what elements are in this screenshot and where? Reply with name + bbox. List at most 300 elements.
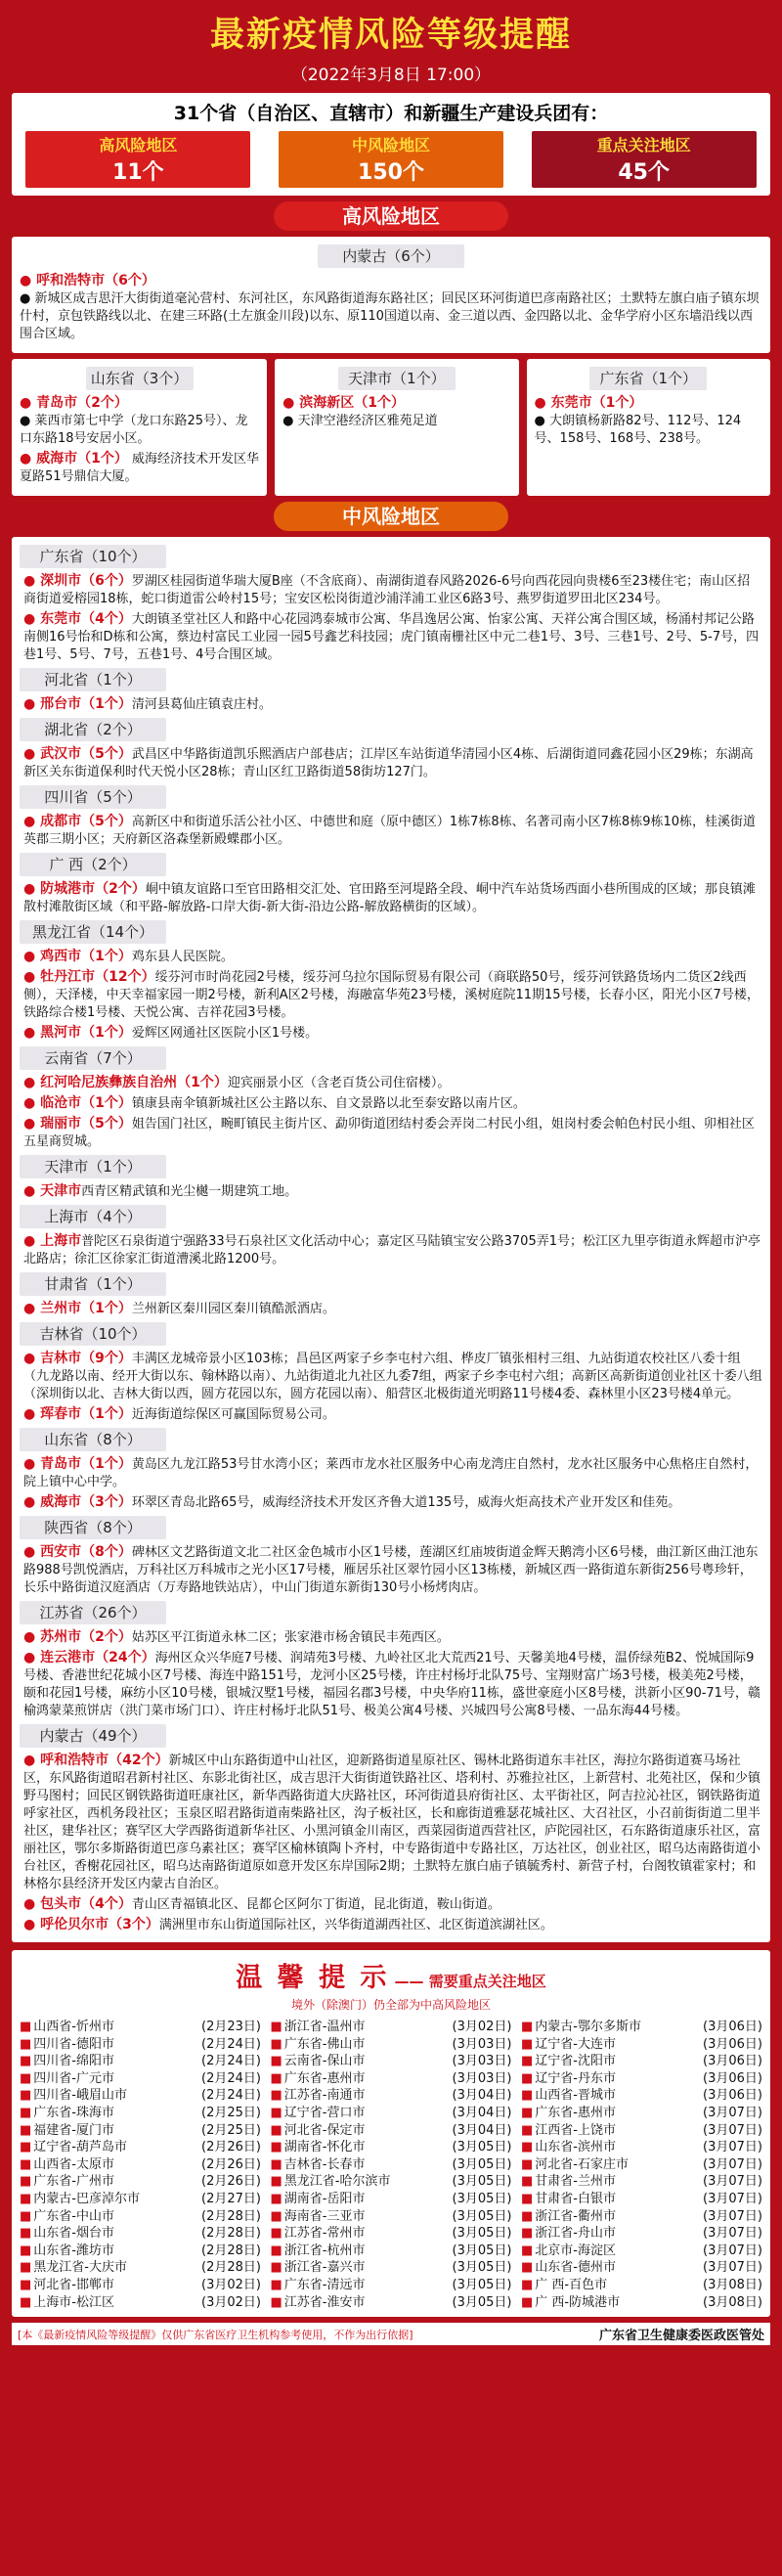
city-count: （6个） bbox=[81, 573, 132, 589]
bullet-icon: ● bbox=[23, 1650, 41, 1666]
tip-region: 湖南省-怀化市 bbox=[283, 2140, 366, 2155]
area-text: 姑苏区平江街道永林二区；张家港市杨舍镇民丰苑西区。 bbox=[131, 1630, 450, 1645]
tip-item bbox=[20, 2173, 261, 2191]
stat-label: 重点关注地区 bbox=[596, 136, 691, 155]
tip-region: 山东省-烟台市 bbox=[33, 2226, 114, 2242]
tip-date: (3月03日) bbox=[452, 2054, 512, 2069]
area-text: 环翠区青岛北路65号，威海经济技术开发区齐鲁大道135号，威海火炬高技术产业开发区和佳苑。 bbox=[131, 1495, 681, 1510]
header bbox=[12, 14, 770, 85]
bullet-icon: ■ bbox=[521, 2277, 534, 2292]
city-name: 红河哈尼族彝族自治州 bbox=[40, 1075, 178, 1090]
bullet-icon: ■ bbox=[270, 2208, 282, 2224]
city-count: （42个） bbox=[109, 1753, 169, 1768]
stat-mid-risk bbox=[279, 131, 503, 188]
bullet-icon: ■ bbox=[521, 2070, 534, 2086]
tip-date: (3月05日) bbox=[452, 2277, 512, 2292]
tip-left bbox=[20, 2259, 127, 2277]
summary-text: 31个省（自治区、直辖市）和新疆生产建设兵团有： bbox=[173, 103, 609, 124]
tip-region: 广东省-佛山市 bbox=[283, 2036, 366, 2052]
footer-disclaimer: [本《最新疫情风险等级提醒》仅供广东省医疗卫生机构参考使用，不作为出行依据] bbox=[18, 2328, 413, 2341]
city-name: 上海市 bbox=[40, 1233, 82, 1249]
tip-region: 江苏省-常州市 bbox=[283, 2226, 366, 2242]
high-province-guangdong bbox=[527, 359, 770, 496]
bullet-icon: ■ bbox=[20, 2226, 32, 2242]
tip-region: 河北省-邯郸市 bbox=[33, 2277, 114, 2292]
bullet-icon: ■ bbox=[521, 2020, 534, 2034]
tip-region: 广东省-惠州市 bbox=[535, 2105, 616, 2120]
bullet-icon: ■ bbox=[270, 2122, 282, 2138]
tip-left bbox=[521, 2243, 616, 2260]
tip-left bbox=[20, 2019, 114, 2036]
tip-region: 辽宁省-大连市 bbox=[535, 2036, 616, 2052]
city-name: 深圳市 bbox=[40, 573, 82, 589]
area-text: 近海街道综保区可赢国际贸易公司。 bbox=[131, 1407, 335, 1422]
tips-column bbox=[20, 2019, 261, 2311]
province-label: 河北省（1个） bbox=[20, 668, 166, 691]
city-name: ● 青岛市（2个） bbox=[20, 395, 128, 411]
bullet-icon: ● bbox=[23, 1456, 41, 1472]
tip-left bbox=[20, 2139, 127, 2156]
province-label: 广 西（2个） bbox=[20, 853, 166, 876]
city-entry bbox=[20, 450, 259, 486]
stat-label: 高风险地区 bbox=[99, 136, 178, 155]
high-province-tianjin bbox=[275, 359, 518, 496]
city-entry bbox=[23, 1024, 762, 1043]
city-count: （1个） bbox=[81, 1301, 132, 1316]
bullet-icon: ● bbox=[23, 1095, 41, 1111]
tip-date: (3月07日) bbox=[703, 2226, 762, 2242]
city-count: （1个） bbox=[81, 949, 132, 964]
tip-region: 浙江省-温州市 bbox=[283, 2020, 366, 2034]
tip-region: 云南省-保山市 bbox=[283, 2054, 366, 2069]
tip-item bbox=[521, 2191, 762, 2208]
tip-item bbox=[20, 2191, 261, 2208]
tip-region: 海南省-三亚市 bbox=[283, 2208, 366, 2224]
tip-left bbox=[271, 2053, 366, 2070]
high-three-columns bbox=[12, 359, 770, 496]
bullet-icon: ■ bbox=[521, 2105, 534, 2120]
bullet-icon: ● bbox=[23, 1896, 41, 1912]
tip-date: (2月23日) bbox=[201, 2020, 261, 2034]
city-name: ● 东莞市（1个） bbox=[534, 395, 643, 411]
province-label: 内蒙古（49个） bbox=[20, 1724, 166, 1748]
bullet-icon: ■ bbox=[270, 2088, 282, 2104]
bullet-icon: ● bbox=[23, 1753, 41, 1768]
city-name: 黑河市 bbox=[40, 1025, 82, 1041]
tip-left bbox=[20, 2036, 114, 2054]
bullet-icon: ■ bbox=[20, 2260, 32, 2276]
tip-left bbox=[521, 2225, 616, 2243]
city-name: 呼和浩特市 bbox=[40, 1753, 109, 1768]
tip-date: (3月05日) bbox=[452, 2226, 512, 2242]
area-text: ● 新城区成吉思汗大街街道毫沁营村、东河社区，东风路街道海东路社区；回民区环河街道巴彦南路社区；土默特左旗白庙子镇东坝什村，京包铁路线以北、在建三环路(土左旗金川段)以东、原110国道以南、金三道以西、金四路以北、金华学府小区东墙沿线以西围合区域。 bbox=[20, 291, 760, 341]
footer bbox=[12, 2323, 770, 2345]
tip-item bbox=[271, 2173, 512, 2191]
tip-date: (2月28日) bbox=[201, 2243, 261, 2258]
bullet-icon: ■ bbox=[20, 2294, 32, 2310]
area-text: 碑林区文艺路街道文北二社区金色城市小区1号楼，莲湖区红庙坡街道金辉天鹅湾小区6号楼，曲江新区曲江池东路988号凯悦酒店，万科社区万科城市之光小区17号楼，雁居乐社区翠竹园小区13栋楼，新城区西一路街道东新街256号粤珍轩，长乐中路街道汉庭酒店（万寿路地铁站店），中山门街道东新街130号小杨烤肉店。 bbox=[23, 1545, 759, 1595]
bullet-icon: ■ bbox=[270, 2105, 282, 2120]
tips-title: 温 馨 提 示 bbox=[236, 1963, 390, 1993]
bullet-icon: ● bbox=[23, 1544, 41, 1560]
tip-left bbox=[521, 2122, 616, 2140]
bullet-icon: ■ bbox=[20, 2020, 32, 2034]
mid-risk-list bbox=[12, 537, 770, 1942]
tip-date: (2月26日) bbox=[201, 2140, 261, 2155]
tip-item bbox=[521, 2105, 762, 2122]
city-entry bbox=[23, 745, 762, 781]
bullet-icon: ● bbox=[23, 1233, 41, 1249]
tip-date: (3月06日) bbox=[703, 2020, 762, 2034]
city-count: （1个） bbox=[81, 1095, 132, 1111]
tip-left bbox=[271, 2070, 366, 2088]
tip-region: 浙江省-衢州市 bbox=[535, 2208, 616, 2224]
city-entry bbox=[23, 968, 762, 1022]
city-entry bbox=[23, 1232, 762, 1268]
tip-region: 湖南省-岳阳市 bbox=[283, 2191, 366, 2206]
province-label: 黑龙江省（14个） bbox=[20, 920, 166, 944]
tip-left bbox=[20, 2070, 114, 2088]
tip-item bbox=[20, 2277, 261, 2294]
tip-date: (3月05日) bbox=[452, 2156, 512, 2172]
tip-item bbox=[271, 2208, 512, 2226]
tips-grid bbox=[20, 2019, 762, 2311]
tip-region: 内蒙古-鄂尔多斯市 bbox=[535, 2020, 641, 2034]
province-label: 甘肃省（1个） bbox=[20, 1272, 166, 1296]
bullet-icon: ■ bbox=[270, 2140, 282, 2155]
city-name: 瑞丽市 bbox=[40, 1116, 82, 1132]
stat-value: 11个 bbox=[112, 160, 164, 185]
bullet-icon: ■ bbox=[20, 2140, 32, 2155]
bullet-icon: ■ bbox=[521, 2243, 534, 2258]
footer-org: 广东省卫生健康委医政医管处 bbox=[598, 2329, 764, 2344]
tip-date: (3月07日) bbox=[703, 2140, 762, 2155]
tip-date: (2月26日) bbox=[201, 2174, 261, 2190]
city-name: 防城港市 bbox=[40, 881, 96, 897]
bullet-icon: ■ bbox=[521, 2140, 534, 2155]
tip-left bbox=[271, 2122, 366, 2140]
area-text: 丰满区龙城帝景小区103栋；昌邑区两家子乡李屯村六组、桦皮厂镇张相村三组、九站街道农校社区八委十组（九龙路以南、经开大街以东、翰林路以南）、九站街道北九社区九委7组，两家子乡李屯村六组；高新区高新街道创业社区十委八组（深圳街以北、吉林大街以西，圆方花园以东，圆方花园以南）、船营区北极街道光明路11号楼4委、森林里小区23号楼4单元。 bbox=[23, 1352, 762, 1401]
area-text: ● 莱西市第七中学（龙口东路25号）、龙口东路18号安居小区。 bbox=[20, 414, 248, 446]
tip-region: 河北省-石家庄市 bbox=[535, 2156, 629, 2172]
stat-value: 45个 bbox=[618, 160, 670, 185]
tip-date: (3月08日) bbox=[703, 2294, 762, 2310]
city-entry bbox=[23, 1493, 762, 1512]
tip-item bbox=[20, 2070, 261, 2088]
tips-column bbox=[271, 2019, 512, 2311]
tip-item bbox=[521, 2156, 762, 2174]
tip-region: 辽宁省-葫芦岛市 bbox=[33, 2140, 127, 2155]
area-text: 武昌区中华路街道凯乐熙酒店户部巷店；江岸区车站街道华清园小区4栋、后湖街道同鑫花园小区29栋；东湖高新区关东街道保利时代天悦小区28栋；青山区红卫路街道58街坊127门。 bbox=[23, 747, 754, 779]
stat-high-risk bbox=[25, 131, 250, 188]
city-count: （4个） bbox=[81, 611, 132, 627]
area-text: 姐告国门社区，畹町镇民主街片区、勐卯街道团结村委会弄岗二村民小组，姐岗村委会帕色村民小组、卯相社区五星商贸城。 bbox=[23, 1117, 755, 1149]
tip-left bbox=[271, 2277, 366, 2294]
city-entry bbox=[23, 1115, 762, 1151]
city-name: 威海市 bbox=[40, 1494, 82, 1510]
tip-date: (3月02日) bbox=[201, 2277, 261, 2292]
tip-region: 吉林省-长春市 bbox=[283, 2156, 366, 2172]
city-name: 呼伦贝尔市 bbox=[40, 1917, 109, 1932]
tips-subtitle: —— 需要重点关注地区 bbox=[394, 1973, 546, 1990]
tip-date: (3月05日) bbox=[452, 2243, 512, 2258]
tip-left bbox=[271, 2139, 366, 2156]
province-label: 四川省（5个） bbox=[20, 785, 166, 809]
tip-region: 江西省-上饶市 bbox=[535, 2122, 616, 2138]
city-entry bbox=[23, 880, 762, 916]
bullet-icon: ■ bbox=[270, 2036, 282, 2052]
bullet-icon: ■ bbox=[20, 2036, 32, 2052]
area-text: 新城区中山东路街道中山社区，迎新路街道星原社区、锡林北路街道东丰社区，海拉尔路街道赛马场社区，东风路街道昭君新村社区、东影北街社区，成吉思汗大街街道铁路社区、塔利村、苏雅拉社区，上新营村、北苑社区，保和少镇野马图村；回民区钢铁路街道旺康社区，新华西路街道大庆路社区，环河街道县府街社区、太平街社区，阿吉拉沁社区，钢铁路街道呼家社区，西机务段社区；玉泉区昭君路街道南柴路社区，沟子板社区，长和廊街道雅瑟花城社区、大召社区，小召前街街道二里半社区，建华社区；赛罕区大学西路街道新华社区、小黑河镇金川南区，西菜园街道西营社区，庐陀园社区，石东路街道康乐社区，富丽社区，鄂尔多斯路街道巴彦乌素社区；赛罕区榆林镇陶卜齐村，中专路街道中专路社区，万达社区，创业社区，昭乌达南路街道小台社区，香榭花园社区，昭乌达南路街道原如意开发区东岸国际2期；土默特左旗白庙子镇毓秀村、新营子村，台阁牧镇霍家村；和林格尔县经济开发区内蒙古自治区。 bbox=[23, 1754, 761, 1891]
bullet-icon: ■ bbox=[20, 2191, 32, 2206]
city-name: 吉林市 bbox=[40, 1351, 82, 1366]
bullet-icon: ■ bbox=[270, 2226, 282, 2242]
tip-item bbox=[521, 2173, 762, 2191]
bullet-icon: ■ bbox=[20, 2105, 32, 2120]
tip-region: 山西省-忻州市 bbox=[33, 2020, 114, 2034]
tip-left bbox=[271, 2191, 366, 2208]
bullet-icon: ■ bbox=[521, 2226, 534, 2242]
tip-item bbox=[521, 2122, 762, 2140]
bullet-icon: ■ bbox=[521, 2260, 534, 2276]
bullet-icon: ● bbox=[23, 1917, 41, 1932]
tip-item bbox=[20, 2294, 261, 2312]
province-label: 广东省（1个） bbox=[589, 367, 707, 390]
tip-date: (3月05日) bbox=[452, 2260, 512, 2276]
bullet-icon: ● bbox=[23, 969, 41, 985]
area-text: 清河县葛仙庄镇袁庄村。 bbox=[131, 697, 272, 712]
bullet-icon: ● bbox=[23, 814, 41, 829]
city-entry bbox=[23, 1895, 762, 1914]
province-label: 广东省（10个） bbox=[20, 545, 166, 568]
city-entry bbox=[23, 1916, 762, 1934]
tip-region: 浙江省-嘉兴市 bbox=[283, 2260, 366, 2276]
tip-region: 辽宁省-营口市 bbox=[283, 2105, 366, 2120]
tip-item bbox=[20, 2259, 261, 2277]
city-name: 连云港市 bbox=[40, 1650, 96, 1666]
area-text: 镇康县南伞镇新城社区公主路以东、自文景路以北至泰安路以南片区。 bbox=[131, 1096, 526, 1111]
tip-region: 浙江省-杭州市 bbox=[283, 2243, 366, 2258]
tip-item bbox=[271, 2243, 512, 2260]
city-count: （2个） bbox=[81, 1629, 132, 1645]
tip-item bbox=[271, 2019, 512, 2036]
tip-item bbox=[521, 2225, 762, 2243]
tip-left bbox=[271, 2294, 366, 2312]
tip-item bbox=[271, 2277, 512, 2294]
city-name: 邢台市 bbox=[40, 696, 82, 712]
province-label: 湖北省（2个） bbox=[20, 718, 166, 741]
province-label: 天津市（1个） bbox=[338, 367, 456, 390]
city-entry bbox=[535, 394, 762, 448]
tip-region: 内蒙古-巴彦淖尔市 bbox=[33, 2191, 140, 2206]
tip-left bbox=[271, 2243, 366, 2260]
area-text: ● 天津空港经济区雅苑足道 bbox=[282, 414, 438, 428]
tip-date: (2月28日) bbox=[201, 2208, 261, 2224]
tip-item bbox=[271, 2087, 512, 2105]
province-label: 吉林省（10个） bbox=[20, 1322, 166, 1346]
tip-item bbox=[521, 2139, 762, 2156]
area-text: 峒中镇友谊路口至官田路相交汇处、官田路至河堤路全段、峒中汽车站货场西面小巷所围成的区域；那良镇滩散村滩散街区域（和平路-解放路-口岸大街-新大街-沿边公路-解放路横街的区域）。 bbox=[23, 882, 756, 914]
bullet-icon: ● bbox=[23, 1075, 41, 1090]
province-label: 内蒙古（6个） bbox=[318, 244, 464, 268]
tip-item bbox=[521, 2243, 762, 2260]
province-label: 云南省（7个） bbox=[20, 1046, 166, 1070]
tip-date: (3月05日) bbox=[452, 2140, 512, 2155]
tips-column bbox=[521, 2019, 762, 2311]
area-text: ● 大朗镇杨新路82号、112号、124号、158号、168号、238号。 bbox=[534, 414, 742, 446]
bullet-icon: ● bbox=[23, 881, 41, 897]
tip-region: 江苏省-南通市 bbox=[283, 2088, 366, 2104]
bullet-icon: ■ bbox=[270, 2020, 282, 2034]
tip-left bbox=[521, 2019, 641, 2036]
tip-region: 辽宁省-沈阳市 bbox=[535, 2054, 616, 2069]
city-name: ● 呼和浩特市（6个） bbox=[20, 273, 155, 289]
tip-date: (3月06日) bbox=[703, 2088, 762, 2104]
tip-date: (3月04日) bbox=[452, 2088, 512, 2104]
city-name: 临沧市 bbox=[40, 1095, 82, 1111]
bullet-icon: ● bbox=[23, 1351, 41, 1366]
tip-region: 广 西-防城港市 bbox=[535, 2294, 621, 2310]
city-count: （5个） bbox=[81, 1116, 132, 1132]
city-name: 青岛市 bbox=[40, 1456, 82, 1472]
tip-date: (3月08日) bbox=[703, 2277, 762, 2292]
city-count: （2个） bbox=[95, 881, 146, 897]
page-title: 最新疫情风险等级提醒 bbox=[209, 16, 572, 55]
city-entry bbox=[23, 1350, 762, 1403]
tip-date: (3月03日) bbox=[452, 2036, 512, 2052]
tip-item bbox=[20, 2208, 261, 2226]
tip-left bbox=[271, 2036, 366, 2054]
tip-left bbox=[20, 2243, 114, 2260]
area-text: 威海经济技术开发区华夏路51号鼎信大厦。 bbox=[20, 452, 259, 484]
bullet-icon: ● bbox=[23, 1629, 41, 1645]
bullet-icon: ● bbox=[23, 1406, 41, 1422]
tip-left bbox=[20, 2087, 127, 2105]
tip-left bbox=[521, 2173, 616, 2191]
tip-left bbox=[521, 2105, 616, 2122]
tip-date: (2月28日) bbox=[201, 2260, 261, 2276]
tip-region: 山西省-晋城市 bbox=[535, 2088, 616, 2104]
tip-date: (2月25日) bbox=[201, 2105, 261, 2120]
province-label: 山东省（3个） bbox=[86, 367, 194, 390]
bullet-icon: ■ bbox=[20, 2277, 32, 2292]
tip-left bbox=[271, 2225, 366, 2243]
tip-date: (3月06日) bbox=[703, 2036, 762, 2052]
tip-left bbox=[271, 2105, 366, 2122]
tip-item bbox=[20, 2019, 261, 2036]
tip-region: 广东省-广州市 bbox=[33, 2174, 114, 2190]
tip-date: (3月07日) bbox=[703, 2174, 762, 2190]
tip-date: (3月05日) bbox=[452, 2208, 512, 2224]
city-count: （5个） bbox=[81, 746, 132, 762]
city-entry bbox=[20, 394, 259, 448]
tip-date: (3月02日) bbox=[452, 2020, 512, 2034]
city-name: 珲春市 bbox=[40, 1406, 82, 1422]
tip-left bbox=[271, 2208, 366, 2226]
city-name: ● 威海市（1个） bbox=[20, 451, 128, 466]
tip-region: 辽宁省-丹东市 bbox=[535, 2070, 616, 2086]
bullet-icon: ■ bbox=[270, 2191, 282, 2206]
tip-region: 广东省-珠海市 bbox=[33, 2105, 114, 2120]
city-entry bbox=[23, 813, 762, 849]
area-text: 鸡东县人民医院。 bbox=[131, 950, 234, 964]
bullet-icon: ■ bbox=[20, 2122, 32, 2138]
tip-item bbox=[521, 2208, 762, 2226]
city-count: （24个） bbox=[95, 1650, 155, 1666]
tip-left bbox=[521, 2053, 616, 2070]
tip-date: (2月24日) bbox=[201, 2070, 261, 2086]
tip-date: (2月27日) bbox=[201, 2191, 261, 2206]
tip-region: 广 西-百色市 bbox=[535, 2277, 608, 2292]
city-name: ● 滨海新区（1个） bbox=[282, 395, 405, 411]
tip-item bbox=[20, 2087, 261, 2105]
bullet-icon: ■ bbox=[270, 2174, 282, 2190]
tip-region: 甘肃省-白银市 bbox=[535, 2191, 616, 2206]
tip-date: (2月24日) bbox=[201, 2036, 261, 2052]
tip-item bbox=[20, 2053, 261, 2070]
city-entry bbox=[23, 1543, 762, 1597]
city-count: （1个） bbox=[81, 1025, 132, 1041]
bullet-icon: ■ bbox=[20, 2156, 32, 2172]
tip-left bbox=[20, 2173, 114, 2191]
tip-item bbox=[271, 2225, 512, 2243]
bullet-icon: ■ bbox=[521, 2122, 534, 2138]
bullet-icon: ■ bbox=[270, 2260, 282, 2276]
tip-region: 四川省-广元市 bbox=[33, 2070, 114, 2086]
stat-label: 中风险地区 bbox=[351, 136, 430, 155]
area-text: 罗湖区桂园街道华瑞大厦B座（不含底商）、南湖街道春风路2026-6号向西花园向贵楼6至23楼住宅；南山区招商街道爱榕园18栋，蛇口街道雷公岭村15号；宝安区松岗街道沙浦洋浦工业区6路3号、燕罗街道罗田北区234号。 bbox=[23, 574, 751, 606]
high-province-neimenggu bbox=[12, 237, 770, 353]
tip-left bbox=[20, 2294, 114, 2312]
bullet-icon: ■ bbox=[521, 2036, 534, 2052]
tip-region: 四川省-峨眉山市 bbox=[33, 2088, 127, 2104]
city-entry bbox=[23, 1752, 762, 1893]
city-entry bbox=[20, 272, 762, 343]
area-text: 高新区中和街道乐活公社小区、中德世和庭（原中德区）1栋7栋8栋、名著司南小区7栋8栋9栋10栋，桂溪街道英郡三期小区；天府新区洛森堡新殿蝶郡小区。 bbox=[23, 815, 757, 847]
tip-item bbox=[521, 2019, 762, 2036]
tip-left bbox=[521, 2139, 616, 2156]
tip-region: 甘肃省-兰州市 bbox=[535, 2174, 616, 2190]
tip-left bbox=[20, 2277, 114, 2294]
tip-item bbox=[271, 2053, 512, 2070]
city-count: （4个） bbox=[81, 1896, 132, 1912]
bullet-icon: ■ bbox=[270, 2243, 282, 2258]
tip-item bbox=[271, 2122, 512, 2140]
tip-date: (3月07日) bbox=[703, 2156, 762, 2172]
tip-item bbox=[271, 2294, 512, 2312]
tip-region: 浙江省-舟山市 bbox=[535, 2226, 616, 2242]
city-count: （3个） bbox=[109, 1917, 159, 1932]
tip-region: 黑龙江省-哈尔滨市 bbox=[283, 2174, 391, 2190]
tip-left bbox=[271, 2173, 391, 2191]
bullet-icon: ● bbox=[23, 1301, 41, 1316]
area-text: 海州区众兴华庭7号楼、润靖苑3号楼、九岭社区北大荒西21号、天馨美地4号楼，温侨绿苑B2、悦城国际9号楼、香港世纪花城小区7号楼、海连中路151号，龙河小区25号楼，许庄村杨圩北队75号、宝翔财富广场3号楼，极美苑2号楼，颐和花园1号楼，麻纺小区10号楼，银城汉墅1号楼，福园名郡3号楼，中央华府11栋，盛世豪庭小区8号楼，洪新小区90-71号，赣榆鸿蒙菜煎饼店（洪门菜市场门口）、许庄村杨圩北队51号、极美公寓4号楼、兴城四号公寓8号楼、一品东海44号楼。 bbox=[23, 1651, 760, 1718]
city-entry bbox=[23, 610, 762, 664]
area-text: 普陀区石泉街道宁强路33号石泉社区文化活动中心；嘉定区马陆镇宝安公路3705弄1号；松江区九里亭街道永辉超市沪亭北路店；徐汇区徐家汇街道漕溪北路1200号。 bbox=[23, 1234, 760, 1266]
tip-left bbox=[521, 2259, 616, 2277]
bullet-icon: ● bbox=[23, 611, 41, 627]
summary-box bbox=[12, 93, 770, 196]
report-date: （2022年3月8日 17:00） bbox=[290, 66, 492, 85]
high-province-shandong bbox=[12, 359, 267, 496]
tip-left bbox=[521, 2191, 616, 2208]
bullet-icon: ■ bbox=[270, 2156, 282, 2172]
tip-item bbox=[271, 2105, 512, 2122]
area-text: 兰州新区秦川园区秦川镇酷派酒店。 bbox=[131, 1302, 335, 1316]
tip-date: (2月24日) bbox=[201, 2088, 261, 2104]
tip-item bbox=[20, 2156, 261, 2174]
city-count: （1个） bbox=[177, 1075, 228, 1090]
